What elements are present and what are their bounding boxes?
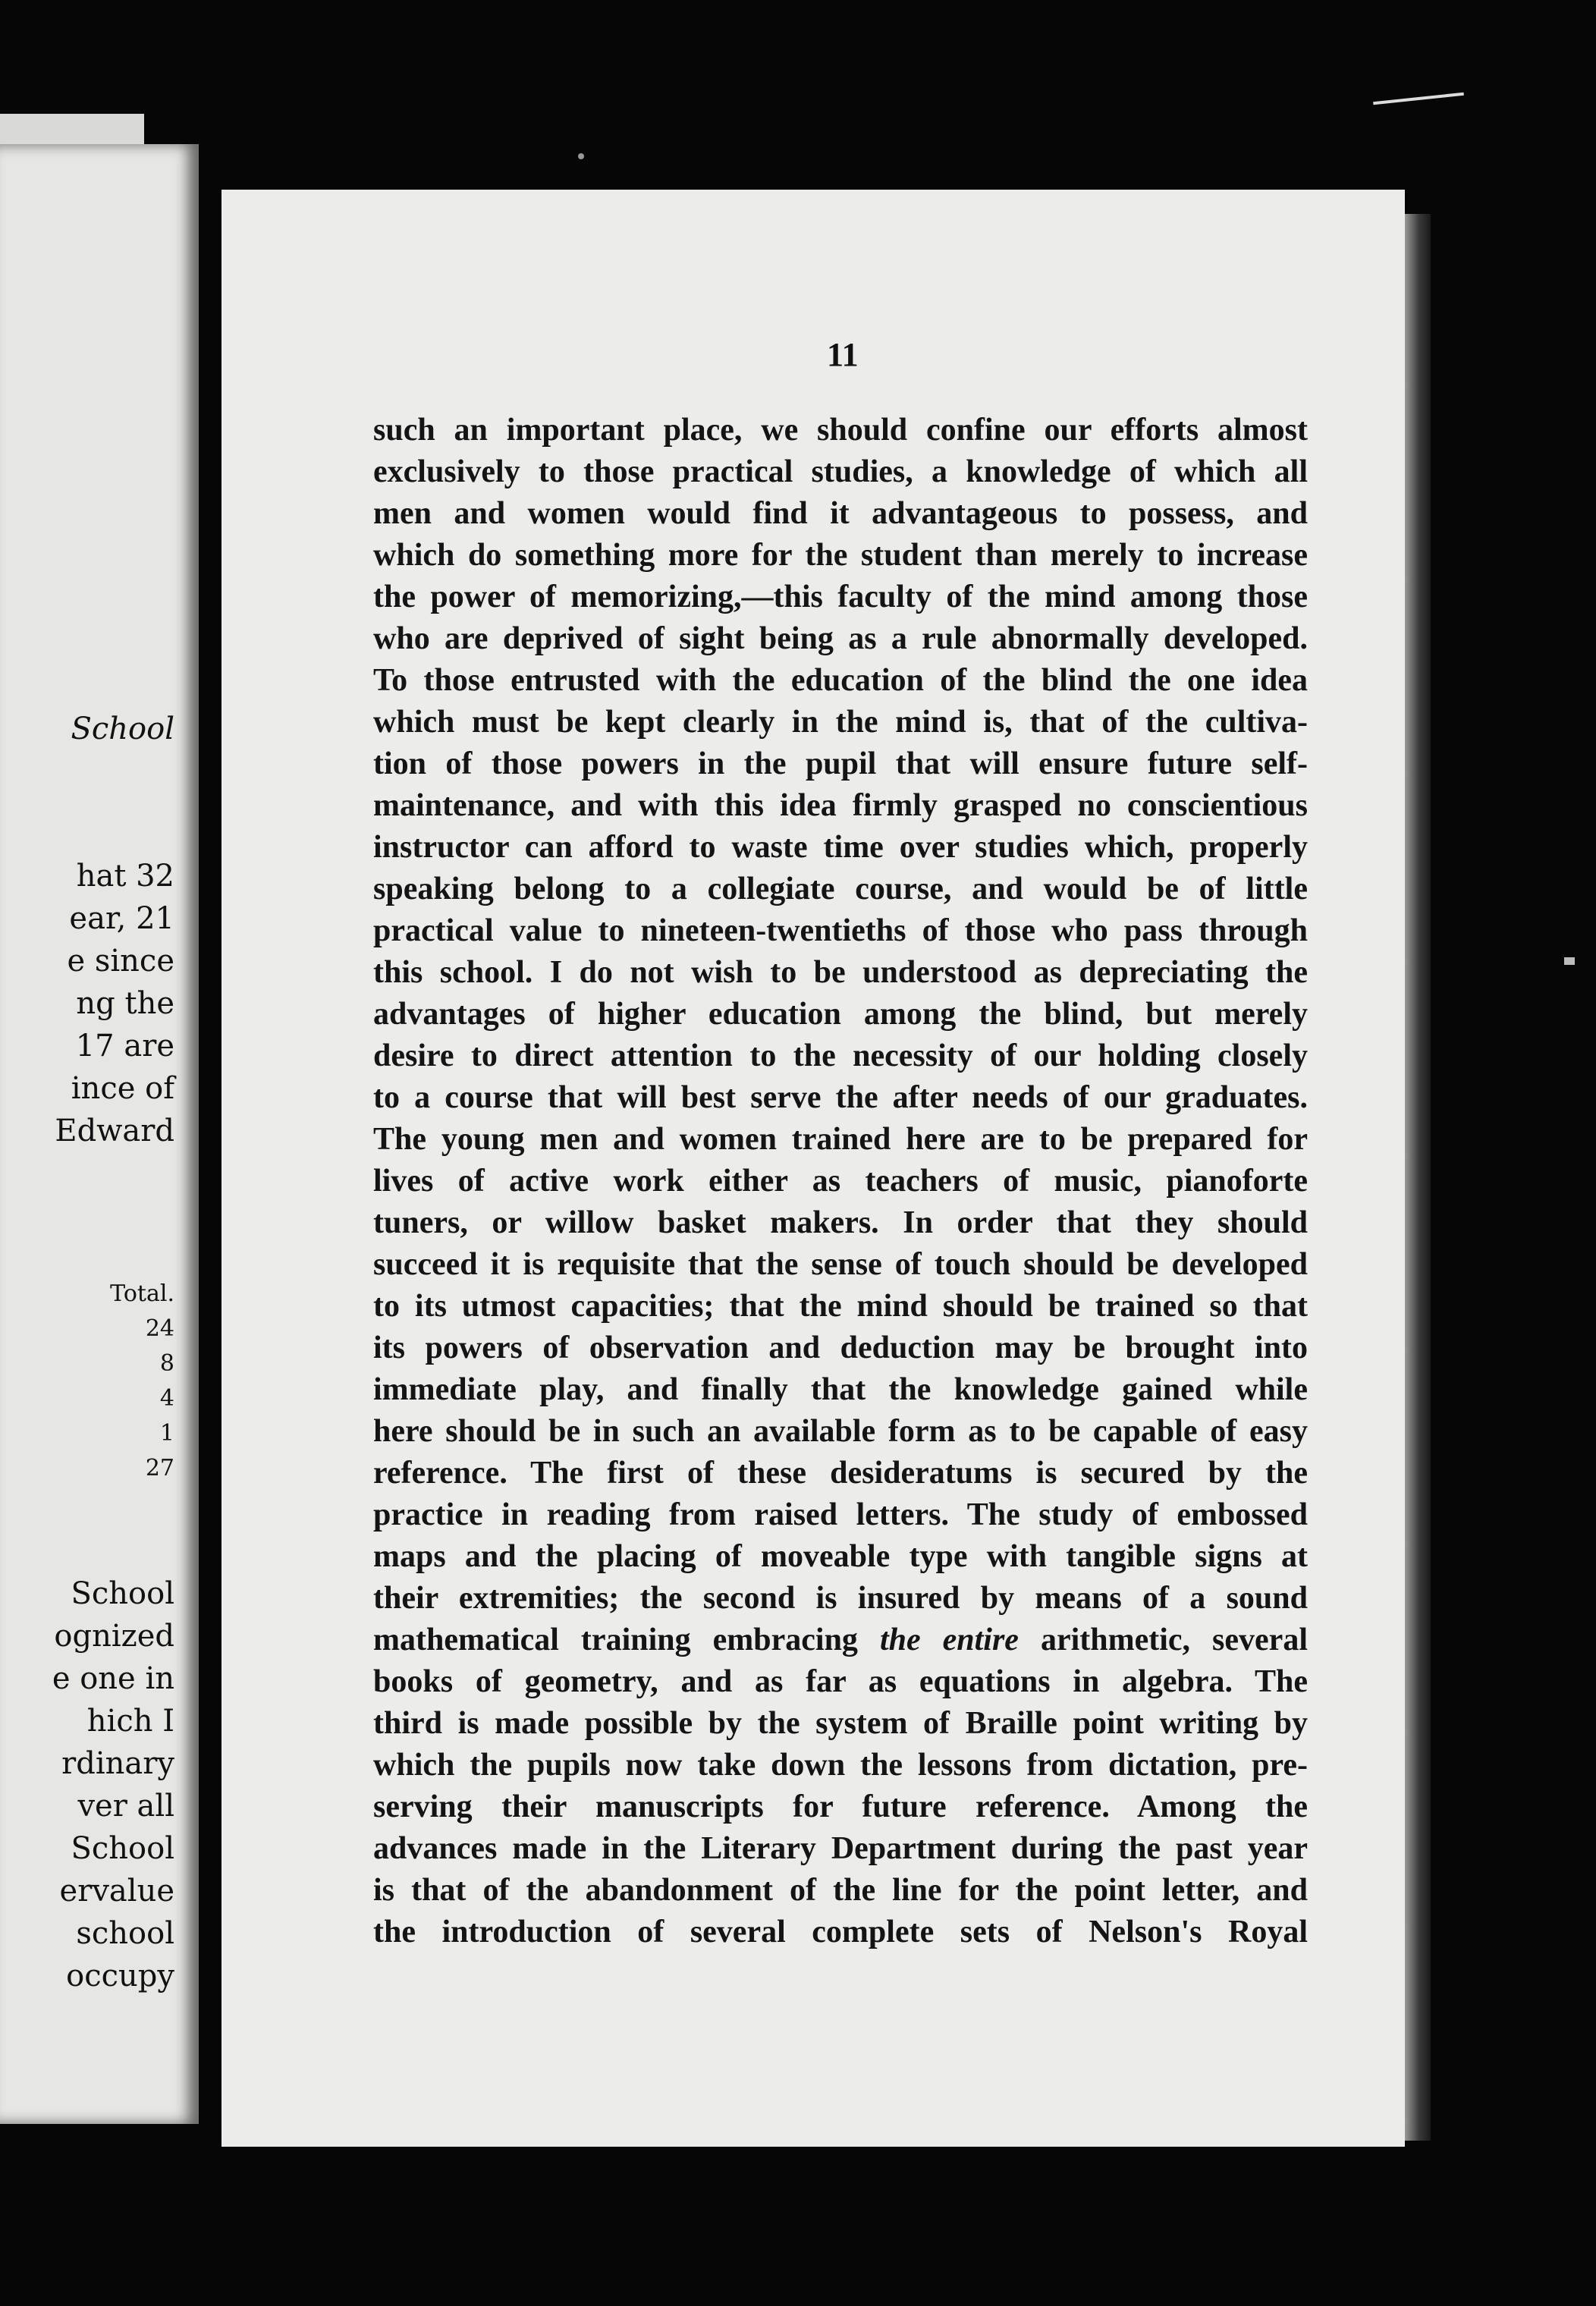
text-line: succeed it is requisite that the sense of touch should be developed	[373, 1247, 1308, 1282]
text-line: to its utmost capacities; that the mind should be trained so that	[373, 1289, 1308, 1324]
text-line: its powers of observation and deduction may be brought into	[373, 1331, 1308, 1365]
italic-text-run: the entire	[879, 1623, 1019, 1657]
text-line: third is made possible by the system of Braille point writing by	[373, 1706, 1308, 1741]
text-line: the power of memorizing,—this faculty of the mind among those	[373, 580, 1308, 614]
text-line: speaking belong to a collegiate course, and would be of little	[373, 872, 1308, 906]
film-speck	[1564, 957, 1575, 965]
left-page-fragment: School	[71, 1576, 174, 1611]
body-text	[373, 410, 1308, 1953]
text-line: instructor can afford to waste time over studies which, properly	[373, 830, 1308, 865]
text-line: which must be kept clearly in the mind is, that of the cultiva-	[373, 705, 1308, 740]
text-line: To those entrusted with the education of the blind the one idea	[373, 663, 1308, 698]
text-line: tion of those powers in the pupil that will ensure future self-	[373, 746, 1308, 781]
text-line: such an important place, we should confine our efforts almost	[373, 413, 1308, 448]
left-page-fragment: ear, 21	[69, 901, 174, 936]
left-page-fragment: Edward	[55, 1114, 174, 1148]
text-line: this school. I do not wish to be understood as depreciating the	[373, 955, 1308, 990]
text-line: which the pupils now take down the lessons from dictation, pre-	[373, 1748, 1308, 1783]
left-page-fragment: e one in	[52, 1661, 174, 1696]
left-page-fragment: ognized	[54, 1619, 174, 1654]
left-page-fragment: e since	[67, 944, 174, 979]
left-page-fragment: ervalue	[59, 1874, 174, 1909]
text-line: practical value to nineteen-twentieths of those who pass through	[373, 913, 1308, 948]
film-scratch	[1373, 93, 1464, 105]
page-number: 11	[827, 336, 859, 373]
text-run: mathematical training embracing	[373, 1623, 880, 1657]
text-line: exclusively to those practical studies, a knowledge of which all	[373, 454, 1308, 489]
text-line: tuners, or willow basket makers. In order that they should	[373, 1205, 1308, 1240]
text-line: lives of active work either as teachers of music, pianoforte	[373, 1164, 1308, 1199]
left-page-fragment: occupy	[66, 1959, 174, 1993]
left-page-fragment: 24	[145, 1315, 174, 1342]
text-line: men and women would find it advantageous to possess, and	[373, 496, 1308, 531]
text-line: desire to direct attention to the necessity of our holding closely	[373, 1038, 1308, 1073]
left-page-fragment: 8	[159, 1350, 174, 1377]
text-line: reference. The first of these desideratums is secured by the	[373, 1456, 1308, 1491]
text-line: The young men and women trained here are to be prepared for	[373, 1122, 1308, 1157]
text-line: immediate play, and finally that the knowledge gained while	[373, 1372, 1308, 1407]
text-line: who are deprived of sight being as a rule abnormally developed.	[373, 621, 1308, 656]
text-line: is that of the abandonment of the line for the point letter, and	[373, 1873, 1308, 1908]
left-page-fragment: school	[76, 1916, 174, 1951]
film-speck	[578, 153, 584, 159]
left-page-fragment: 1	[159, 1420, 174, 1447]
left-page-fragment: School	[71, 1831, 174, 1866]
left-page-fragment: ince of	[71, 1071, 174, 1106]
page-edge	[1405, 214, 1431, 2141]
text-line: the introduction of several complete sets of Nelson's Royal	[373, 1915, 1308, 1949]
left-page	[0, 144, 199, 2124]
left-page-fragment: rdinary	[61, 1746, 174, 1781]
text-run: arithmetic, several	[1018, 1623, 1308, 1657]
left-page-fragment: hich I	[86, 1704, 174, 1739]
text-line: maps and the placing of moveable type with tangible signs at	[373, 1539, 1308, 1574]
text-line: their extremities; the second is insured by means of a sound	[373, 1581, 1308, 1616]
text-line	[373, 1620, 1308, 1661]
text-line: books of geometry, and as far as equations in algebra. The	[373, 1664, 1308, 1699]
text-line: which do something more for the student than merely to increase	[373, 538, 1308, 573]
left-page-fragment: ng the	[76, 986, 174, 1021]
left-page-fragment: 27	[145, 1455, 174, 1481]
left-page-fragment: 4	[159, 1385, 174, 1412]
left-page-fragment: ver all	[77, 1789, 174, 1824]
text-line: advances made in the Literary Department during the past year	[373, 1831, 1308, 1866]
left-page-fragment: School	[71, 712, 174, 746]
left-page-fragment: 17 are	[75, 1029, 174, 1063]
text-line: maintenance, and with this idea firmly grasped no conscientious	[373, 788, 1308, 823]
text-line: to a course that will best serve the after needs of our graduates.	[373, 1080, 1308, 1115]
left-page-fragment: hat 32	[76, 859, 174, 894]
left-page-fragment: Total.	[110, 1280, 174, 1307]
text-line: advantages of higher education among the blind, but merely	[373, 997, 1308, 1032]
text-line: practice in reading from raised letters. The study of embossed	[373, 1497, 1308, 1532]
text-line: serving their manuscripts for future reference. Among the	[373, 1789, 1308, 1824]
text-line: here should be in such an available form as to be capable of easy	[373, 1414, 1308, 1449]
